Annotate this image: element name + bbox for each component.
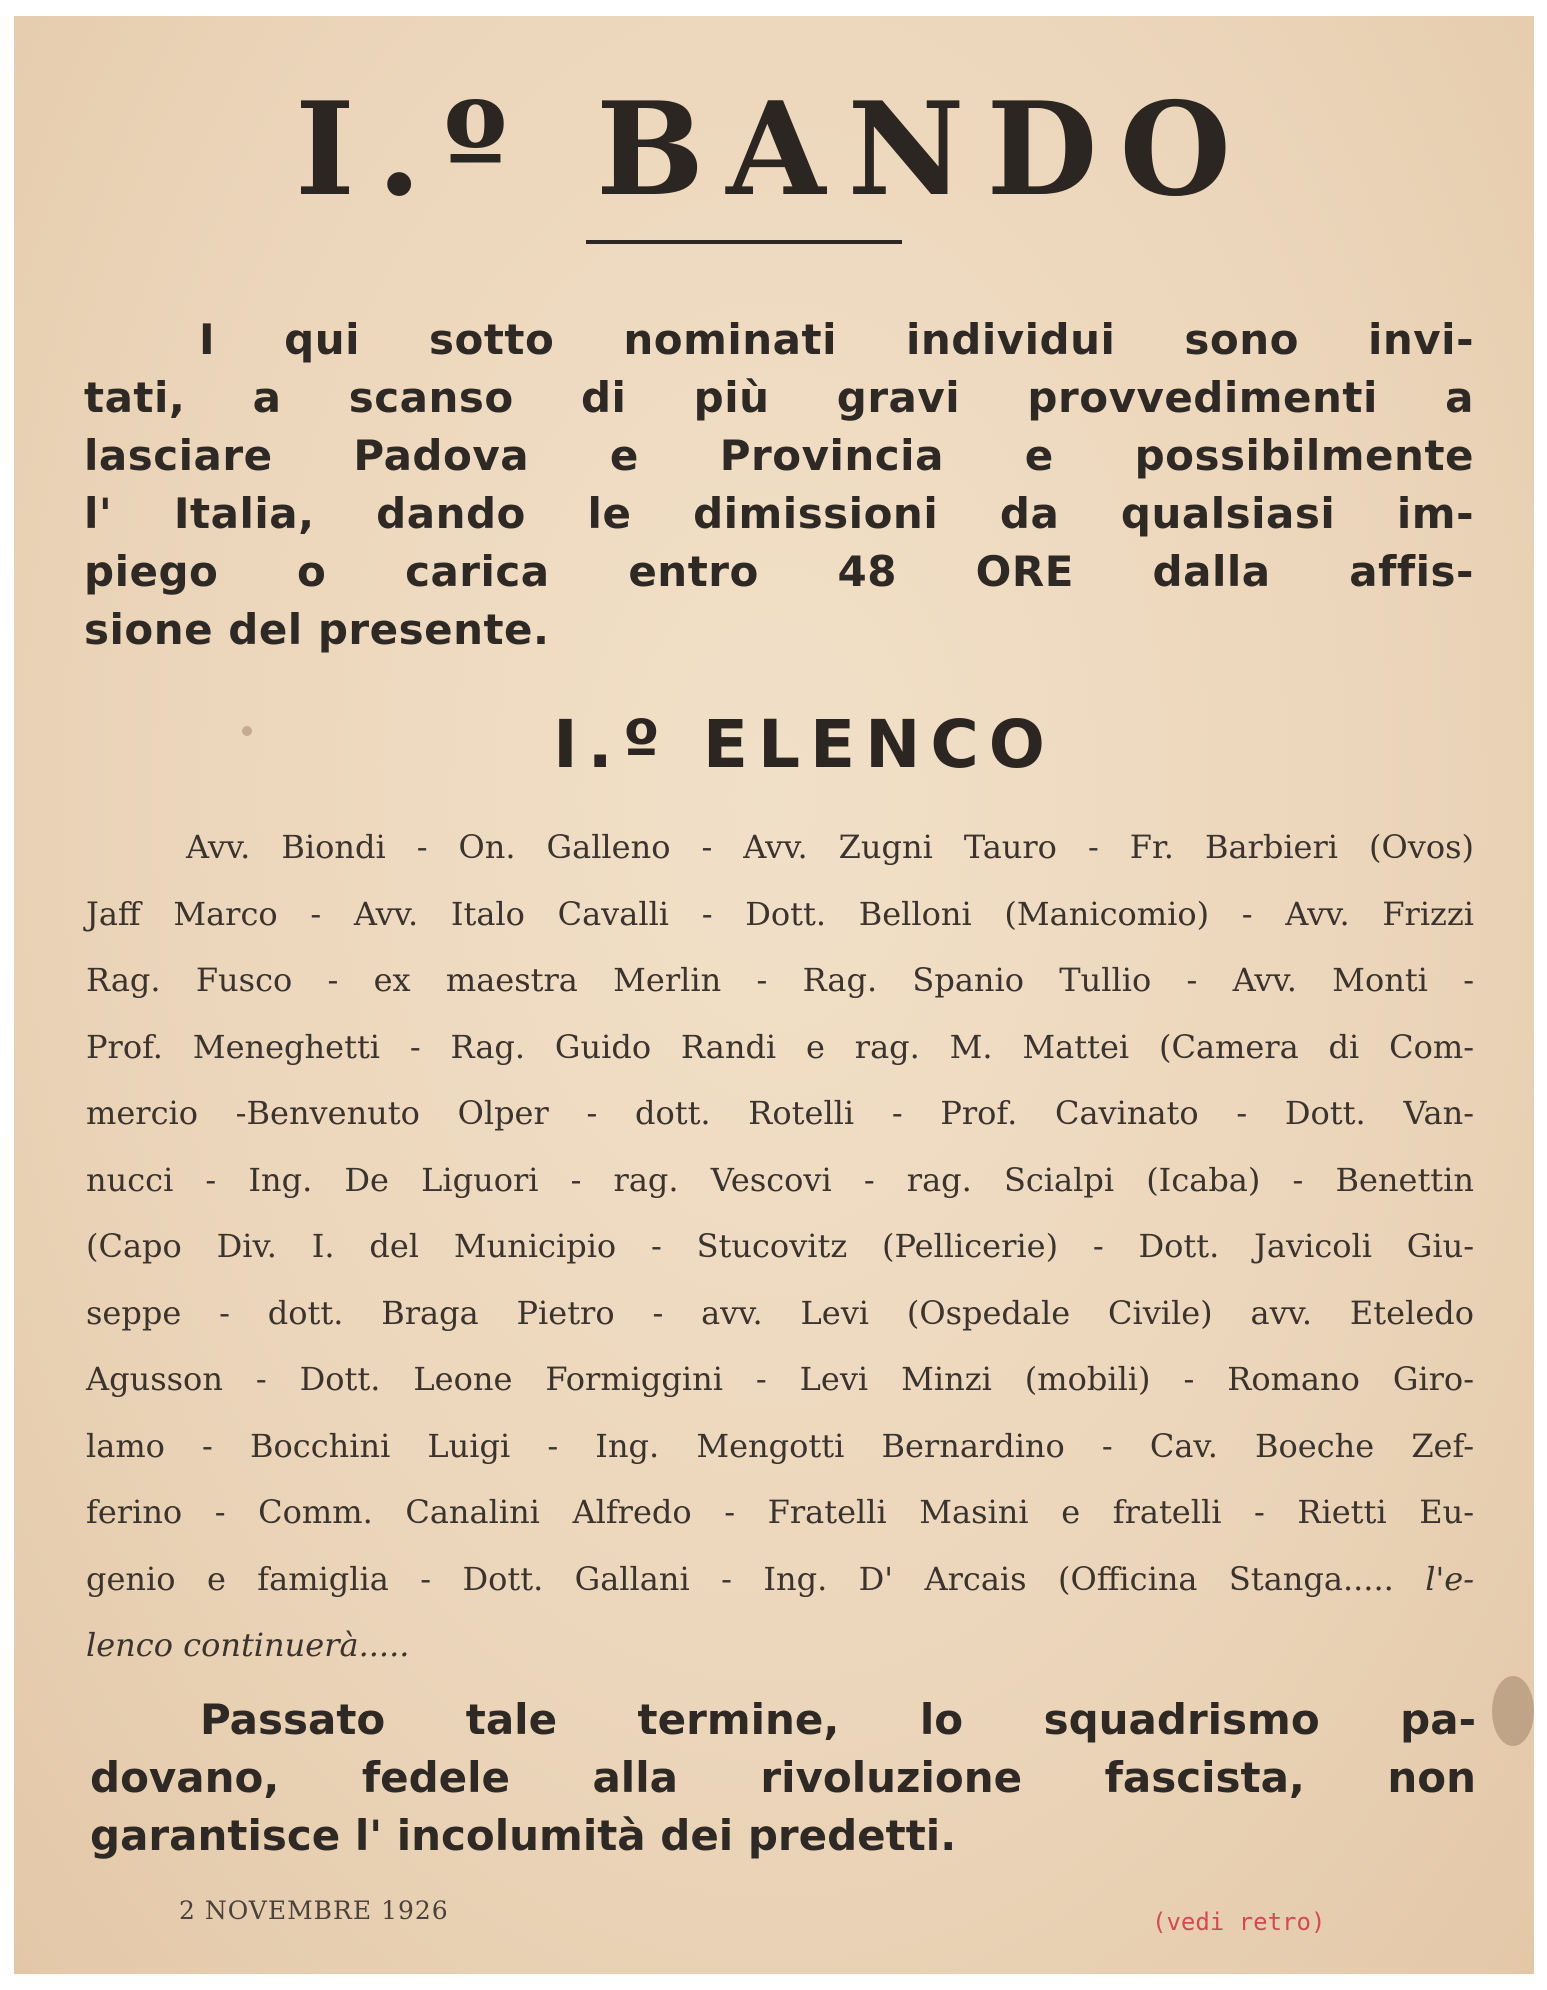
names-line: nucci - Ing. De Liguori - rag. Vescovi - rag. Scialpi (Icaba) - Benettin	[86, 1160, 1474, 1199]
names-line: Avv. Biondi - On. Galleno - Avv. Zugni Tauro - Fr. Barbieri (Ovos)	[186, 828, 1474, 866]
names-line: Jaff Marco - Avv. Italo Cavalli - Dott. Belloni (Manicomio) - Avv. Frizzi	[86, 894, 1474, 933]
closing-line: garantisce l' incolumità dei predetti.	[90, 1811, 957, 1860]
poster	[14, 16, 1534, 1974]
title-divider	[586, 240, 902, 244]
closing-line: Passato tale termine, lo squadrismo pa-	[200, 1695, 1476, 1744]
list-title: I.º ELENCO	[553, 706, 1055, 783]
back-note: (vedi retro)	[1152, 1908, 1326, 1936]
poster-date: 2 NOVEMBRE 1926	[179, 1896, 449, 1925]
names-line: lamo - Bocchini Luigi - Ing. Mengotti Bernardino - Cav. Boeche Zef-	[86, 1426, 1474, 1465]
intro-line: I qui sotto nominati individui sono invi-	[199, 315, 1474, 364]
closing-line: dovano, fedele alla rivoluzione fascista, non	[90, 1753, 1476, 1802]
names-line-text: genio e famiglia - Dott. Gallani - Ing. D' Arcais (Officina Stanga.....	[86, 1559, 1394, 1598]
names-line-tail: lenco continuerà.....	[86, 1626, 410, 1664]
names-line: seppe - dott. Braga Pietro - avv. Levi (Ospedale Civile) avv. Eteledo	[86, 1293, 1474, 1332]
intro-line: lasciare Padova e Provincia e possibilmente	[84, 431, 1474, 480]
intro-line: sione del presente.	[84, 605, 550, 654]
names-line: mercio -Benvenuto Olper - dott. Rotelli - Prof. Cavinato - Dott. Van-	[86, 1094, 1474, 1132]
intro-line: l' Italia, dando le dimissioni da qualsiasi im-	[84, 489, 1474, 538]
names-line-with-continuation	[86, 1546, 1474, 1613]
poster-title: I.º BANDO	[295, 75, 1253, 225]
names-line: Rag. Fusco - ex maestra Merlin - Rag. Spanio Tullio - Avv. Monti -	[86, 961, 1474, 999]
continuation-text: l'e-	[1425, 1559, 1475, 1598]
ink-stain	[1492, 1676, 1534, 1746]
names-line: Agusson - Dott. Leone Formiggini - Levi Minzi (mobili) - Romano Giro-	[86, 1360, 1474, 1398]
names-list	[86, 814, 1474, 1679]
intro-paragraph	[84, 311, 1474, 659]
names-line: (Capo Div. I. del Municipio - Stucovitz (Pellicerie) - Dott. Javicoli Giu-	[86, 1227, 1474, 1265]
intro-line: piego o carica entro 48 ORE dalla affis-	[84, 547, 1474, 596]
intro-line: tati, a scanso di più gravi provvedimenti a	[84, 373, 1474, 422]
closing-paragraph	[90, 1691, 1476, 1865]
names-line: Prof. Meneghetti - Rag. Guido Randi e rag. M. Mattei (Camera di Com-	[86, 1027, 1474, 1066]
names-line: ferino - Comm. Canalini Alfredo - Fratelli Masini e fratelli - Rietti Eu-	[86, 1493, 1474, 1531]
